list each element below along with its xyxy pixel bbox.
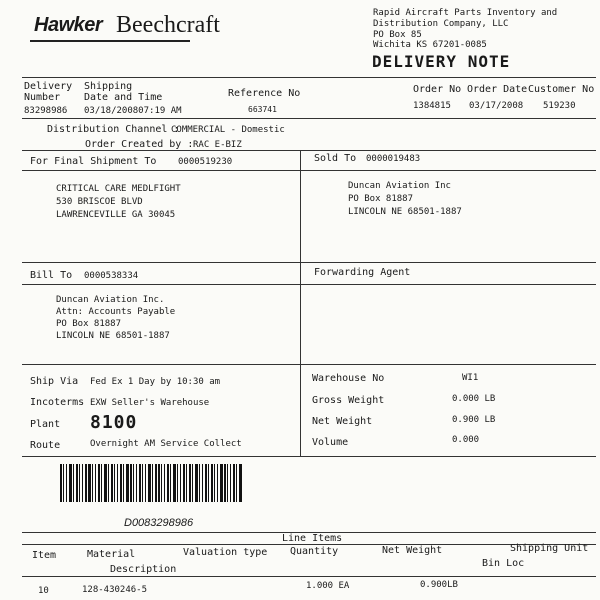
- barcode-bar: [173, 464, 176, 502]
- customer-no-value: 519230: [543, 101, 576, 111]
- bill-to-line-2: Attn: Accounts Payable: [56, 307, 176, 317]
- route-value: Overnight AM Service Collect: [90, 439, 242, 449]
- barcode-bar: [189, 464, 191, 502]
- barcode-bar: [155, 464, 157, 502]
- col-valuation-type: Valuation type: [183, 547, 268, 558]
- delivery-number-value: 83298986: [24, 106, 68, 116]
- col-net-weight: Net Weight: [382, 545, 443, 556]
- delivery-number-label-1: Delivery: [24, 81, 73, 92]
- shipping-value: 03/18/200807:19 AM: [84, 106, 182, 116]
- row-net-weight: 0.900LB: [420, 580, 458, 590]
- sold-to-label: Sold To: [314, 153, 357, 164]
- barcode-bar: [76, 464, 78, 502]
- bill-to-line-1: Duncan Aviation Inc.: [56, 295, 165, 305]
- col-item: Item: [32, 550, 57, 561]
- barcode-bar: [69, 464, 72, 502]
- logo-hawker: Hawker: [34, 14, 103, 36]
- volume-value: 0.000: [452, 435, 480, 445]
- divider: [300, 364, 301, 456]
- bill-to-number: 0000538334: [84, 271, 139, 281]
- barcode-bar: [82, 464, 83, 502]
- barcode-bar: [66, 464, 67, 502]
- barcode-bar: [158, 464, 160, 502]
- barcode-bar: [170, 464, 171, 502]
- distribution-channel-value: COMMERCIAL - Domestic: [171, 125, 285, 135]
- col-shipping-unit: Shipping Unit: [510, 543, 589, 554]
- order-date-label: Order Date: [467, 84, 528, 95]
- rule: [22, 284, 596, 285]
- bill-to-line-3: PO Box 81887: [56, 319, 122, 329]
- rule: [22, 456, 596, 457]
- col-material: Material: [87, 549, 136, 560]
- barcode-bar: [192, 464, 193, 502]
- divider: [300, 262, 301, 364]
- sold-to-line-3: LINCOLN NE 68501-1887: [348, 207, 462, 217]
- barcode-bar: [224, 464, 226, 502]
- final-shipment-line-2: 530 BRISCOE BLVD: [56, 197, 143, 207]
- ship-via-label: Ship Via: [30, 376, 79, 387]
- barcode-bar: [85, 464, 87, 502]
- barcode-bar: [214, 464, 215, 502]
- plant-label: Plant: [30, 419, 61, 430]
- barcode-bar: [108, 464, 109, 502]
- barcode-bar: [239, 464, 242, 502]
- document-title: DELIVERY NOTE: [372, 52, 511, 71]
- distribution-channel-label: Distribution Channel :: [47, 124, 180, 135]
- barcode-bar: [104, 464, 107, 502]
- vendor-line-2: Distribution Company, LLC: [373, 19, 509, 29]
- barcode-bar: [227, 464, 228, 502]
- barcode-bar: [136, 464, 137, 502]
- row-quantity: 1.000 EA: [306, 581, 350, 591]
- barcode-bar: [195, 464, 198, 502]
- barcode-bar: [183, 464, 185, 502]
- barcode-bar: [217, 464, 218, 502]
- barcode-bar: [236, 464, 237, 502]
- final-shipment-number: 0000519230: [178, 157, 233, 167]
- customer-no-label: Customer No: [528, 84, 595, 95]
- barcode-bar: [152, 464, 153, 502]
- barcode-bar: [114, 464, 115, 502]
- sold-to-line-1: Duncan Aviation Inc: [348, 181, 451, 191]
- vendor-line-3: PO Box 85: [373, 30, 422, 40]
- sold-to-number: 0000019483: [366, 154, 421, 164]
- barcode: [60, 464, 265, 502]
- barcode-bar: [73, 464, 74, 502]
- order-created-value: RAC E-BIZ: [193, 140, 242, 150]
- net-weight-label: Net Weight: [312, 416, 373, 427]
- row-material: 128-430246-5: [82, 585, 148, 595]
- col-bin-loc: Bin Loc: [482, 558, 525, 569]
- barcode-bar: [164, 464, 165, 502]
- barcode-bar: [186, 464, 187, 502]
- barcode-bar: [177, 464, 178, 502]
- barcode-bar: [117, 464, 118, 502]
- line-items-title: Line Items: [282, 533, 343, 544]
- barcode-bar: [139, 464, 141, 502]
- delivery-number-label-2: Number: [24, 92, 61, 103]
- row-item: 10: [38, 586, 49, 596]
- reference-label: Reference No: [228, 88, 301, 99]
- final-shipment-label: For Final Shipment To: [30, 156, 157, 167]
- barcode-bar: [220, 464, 223, 502]
- shipping-label-1: Shipping: [84, 81, 133, 92]
- barcode-bar: [79, 464, 80, 502]
- warehouse-no-label: Warehouse No: [312, 373, 385, 384]
- plant-value: 8100: [90, 412, 138, 433]
- barcode-bar: [208, 464, 209, 502]
- rule: [22, 576, 596, 577]
- col-description: Description: [110, 564, 177, 575]
- barcode-bar: [92, 464, 93, 502]
- incoterms-label: Incoterms: [30, 397, 85, 408]
- final-shipment-line-3: LAWRENCEVILLE GA 30045: [56, 210, 176, 220]
- vendor-line-4: Wichita KS 67201-0085: [373, 40, 487, 50]
- ship-via-value: Fed Ex 1 Day by 10:30 am: [90, 377, 221, 387]
- order-no-label: Order No: [413, 84, 462, 95]
- barcode-bar: [167, 464, 169, 502]
- col-quantity: Quantity: [290, 546, 339, 557]
- barcode-bar: [126, 464, 129, 502]
- rule: [22, 77, 596, 78]
- barcode-bar: [148, 464, 151, 502]
- net-weight-value: 0.900 LB: [452, 415, 496, 425]
- gross-weight-value: 0.000 LB: [452, 394, 496, 404]
- barcode-bar: [161, 464, 162, 502]
- barcode-bar: [60, 464, 62, 502]
- barcode-bar: [98, 464, 100, 502]
- final-shipment-line-1: CRITICAL CARE MEDLFIGHT: [56, 184, 181, 194]
- volume-label: Volume: [312, 437, 349, 448]
- warehouse-no-value: WI1: [462, 373, 479, 383]
- barcode-bar: [205, 464, 207, 502]
- barcode-number: D0083298986: [124, 517, 194, 529]
- rule: [22, 150, 596, 151]
- gross-weight-label: Gross Weight: [312, 395, 385, 406]
- barcode-bar: [142, 464, 143, 502]
- barcode-bar: [111, 464, 113, 502]
- forwarding-agent-label: Forwarding Agent: [314, 267, 411, 278]
- shipping-label-2: Date and Time: [84, 92, 163, 103]
- logo-underline: [30, 40, 190, 42]
- order-date-value: 03/17/2008: [469, 101, 524, 111]
- divider: [300, 150, 301, 262]
- barcode-bar: [123, 464, 124, 502]
- barcode-bar: [120, 464, 122, 502]
- order-created-label: Order Created by :: [85, 139, 194, 150]
- barcode-bar: [230, 464, 231, 502]
- reference-value: 663741: [248, 105, 277, 114]
- logo-beechcraft: Beechcraft: [116, 12, 220, 38]
- barcode-bar: [63, 464, 64, 502]
- rule: [22, 170, 596, 171]
- barcode-bar: [233, 464, 235, 502]
- bill-to-line-4: LINCOLN NE 68501-1887: [56, 331, 170, 341]
- bill-to-label: Bill To: [30, 270, 73, 281]
- barcode-bar: [202, 464, 203, 502]
- incoterms-value: EXW Seller's Warehouse: [90, 398, 210, 408]
- vendor-line-1: Rapid Aircraft Parts Inventory and: [373, 8, 558, 18]
- barcode-bar: [199, 464, 200, 502]
- barcode-bar: [145, 464, 146, 502]
- rule: [22, 118, 596, 119]
- rule: [22, 364, 596, 365]
- barcode-bar: [95, 464, 96, 502]
- barcode-bar: [88, 464, 91, 502]
- route-label: Route: [30, 440, 61, 451]
- sold-to-line-2: PO Box 81887: [348, 194, 414, 204]
- barcode-bar: [133, 464, 134, 502]
- rule: [22, 262, 596, 263]
- barcode-bar: [211, 464, 213, 502]
- barcode-bar: [101, 464, 102, 502]
- barcode-bar: [130, 464, 132, 502]
- barcode-bar: [180, 464, 181, 502]
- order-no-value: 1384815: [413, 101, 451, 111]
